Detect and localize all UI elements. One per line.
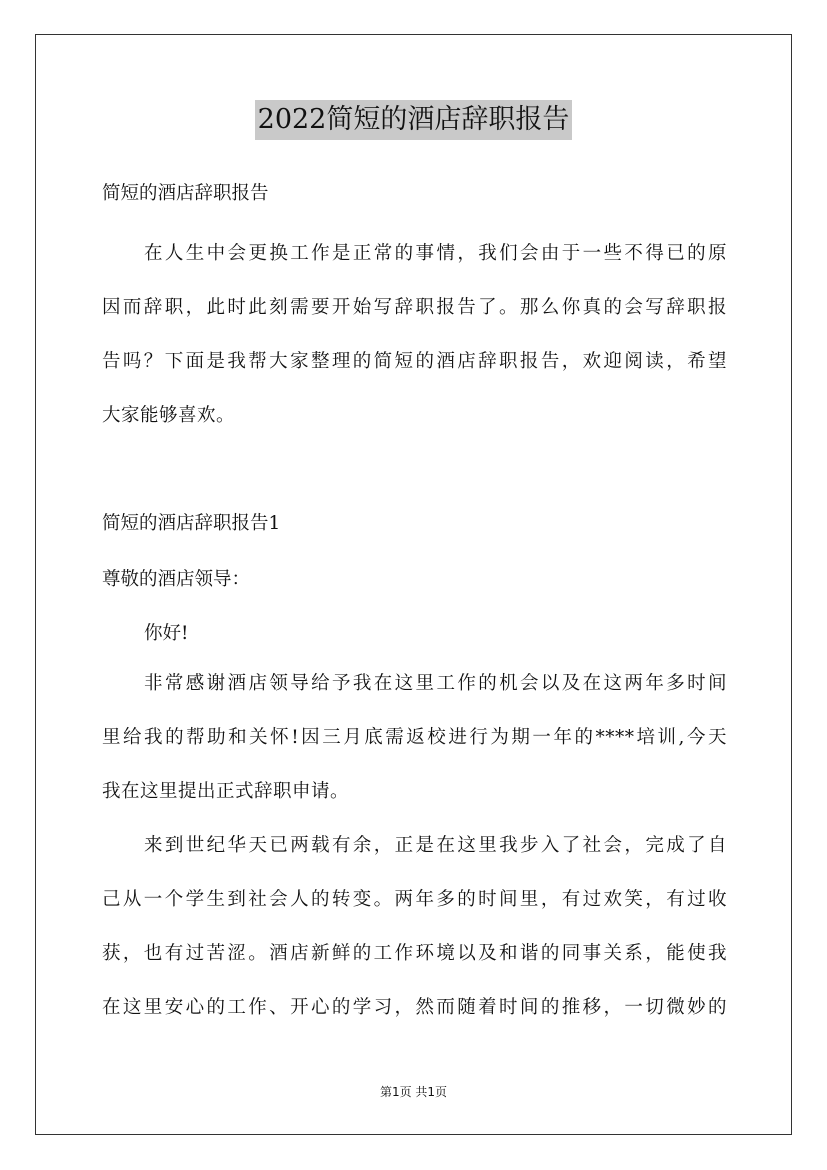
paragraph-line: 因而辞职，此时此刻需要开始写辞职报告了。那么你真的会写辞职报 bbox=[102, 297, 727, 318]
paragraph-line: 告吗？下面是我帮大家整理的简短的酒店辞职报告，欢迎阅读，希望 bbox=[102, 351, 727, 372]
greeting: 你好! bbox=[144, 623, 189, 644]
paragraph-line: 获，也有过苦涩。酒店新鲜的工作环境以及和谐的同事关系，能使我 bbox=[102, 943, 727, 964]
document-body bbox=[102, 173, 727, 1035]
paragraph-line: 在这里安心的工作、开心的学习，然而随着时间的推移，一切微妙的 bbox=[102, 997, 727, 1018]
body-paragraph-2 bbox=[102, 819, 727, 1035]
title-container bbox=[0, 100, 827, 140]
document-title: 2022简短的酒店辞职报告 bbox=[255, 100, 573, 140]
paragraph-line: 来到世纪华天已两载有余，正是在这里我步入了社会，完成了自 bbox=[144, 835, 727, 856]
page-footer: 第1页 共1页 bbox=[379, 1085, 448, 1099]
paragraph-line: 在人生中会更换工作是正常的事情，我们会由于一些不得已的原 bbox=[144, 243, 727, 264]
paragraph-line: 我在这里提出正式辞职申请。 bbox=[102, 781, 350, 802]
intro-paragraph bbox=[102, 227, 727, 443]
paragraph-line: 里给我的帮助和关怀!因三月底需返校进行为期一年的****培训,今天 bbox=[102, 727, 727, 748]
paragraph-line: 非常感谢酒店领导给予我在这里工作的机会以及在这两年多时间 bbox=[144, 673, 727, 694]
subtitle: 简短的酒店辞职报告 bbox=[102, 183, 269, 204]
salutation: 尊敬的酒店领导： bbox=[102, 569, 251, 590]
body-paragraph-1 bbox=[102, 657, 727, 819]
section-heading: 简短的酒店辞职报告1 bbox=[102, 513, 281, 534]
paragraph-line: 己从一个学生到社会人的转变。两年多的时间里，有过欢笑，有过收 bbox=[102, 889, 727, 910]
paragraph-line: 大家能够喜欢。 bbox=[102, 405, 236, 426]
